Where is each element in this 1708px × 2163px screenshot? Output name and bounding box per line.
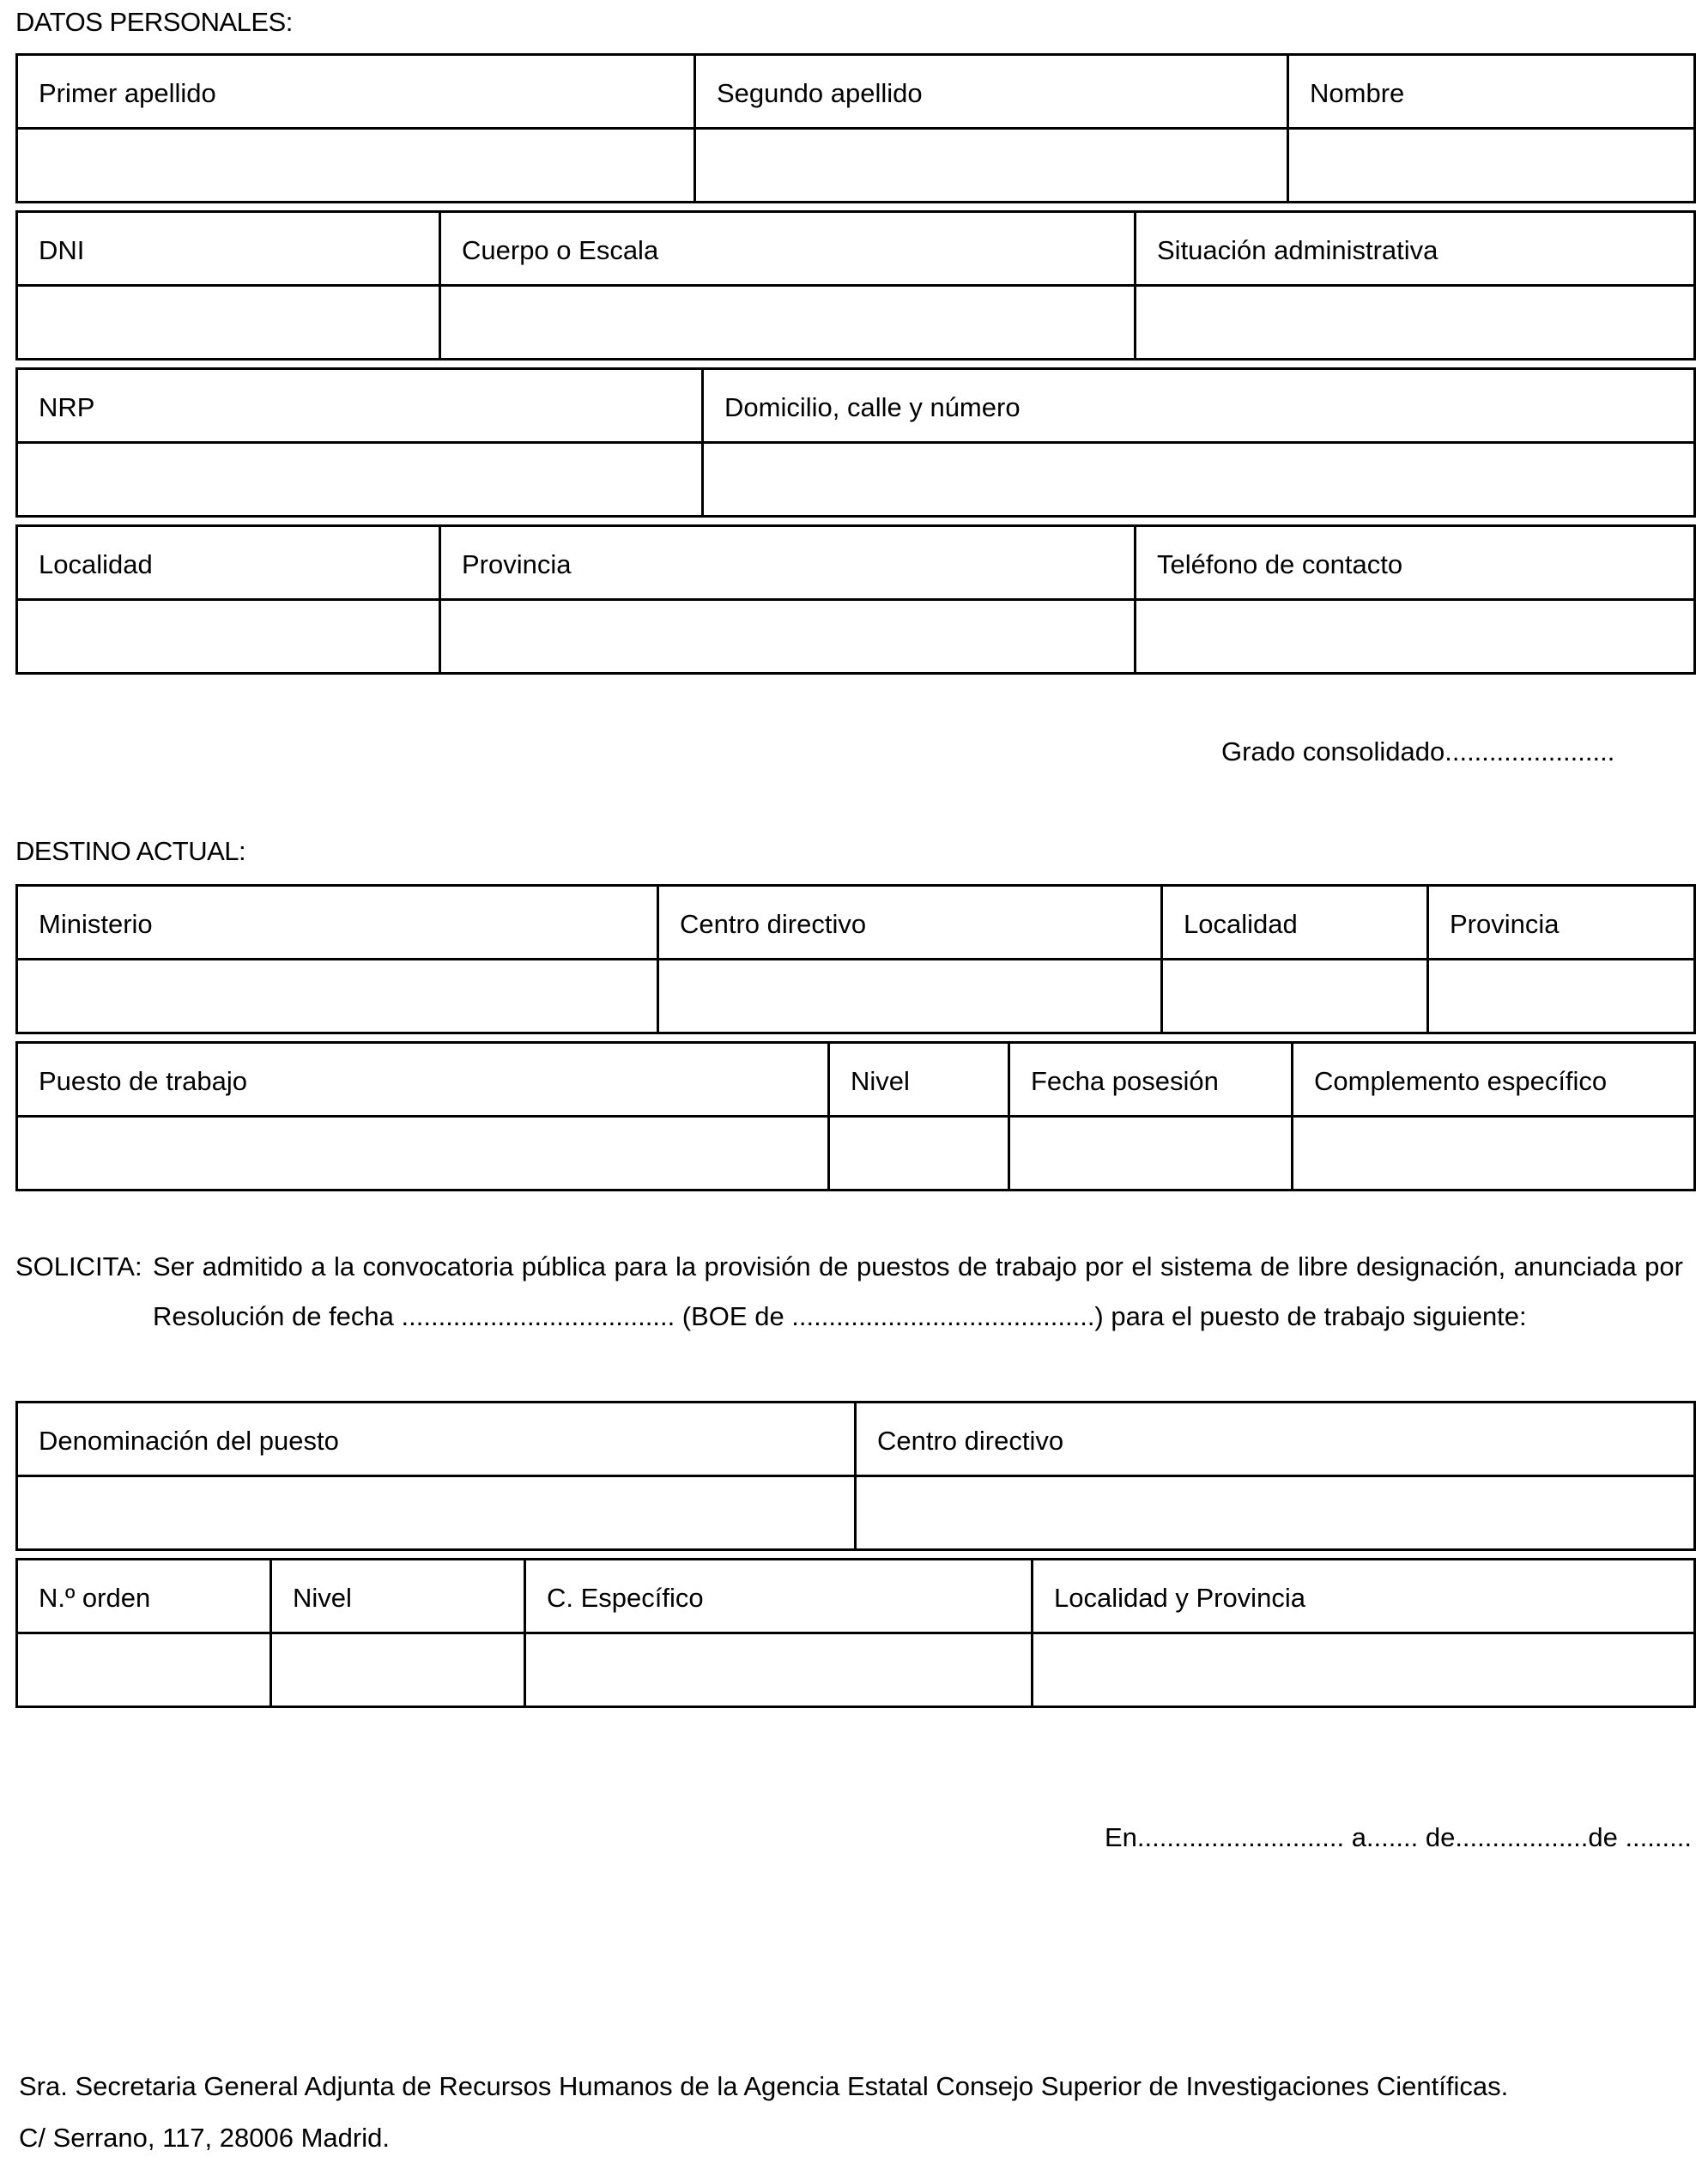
label-fecha-posesion: Fecha posesión (1009, 1043, 1293, 1117)
field-localidad[interactable] (17, 600, 440, 674)
label-cuerpo-escala: Cuerpo o Escala (440, 212, 1136, 286)
field-provincia-destino[interactable] (1428, 960, 1695, 1033)
label-numero-orden: N.º orden (17, 1560, 271, 1633)
label-localidad-provincia: Localidad y Provincia (1033, 1560, 1695, 1633)
field-ministerio[interactable] (17, 960, 658, 1033)
label-provincia: Provincia (440, 526, 1136, 600)
datos-personales-table-4 (15, 524, 1696, 675)
label-domicilio: Domicilio, calle y número (703, 369, 1695, 443)
label-segundo-apellido: Segundo apellido (695, 55, 1288, 129)
solicita-text-line-2[interactable]: Resolución de fecha ..................................... (BOE de .........................................) para el puesto de trabajo siguiente: (153, 1301, 1527, 1331)
label-nombre: Nombre (1288, 55, 1695, 129)
field-nivel[interactable] (829, 1117, 1009, 1191)
section-title-destino-actual: DESTINO ACTUAL: (15, 836, 246, 866)
puesto-solicitado-table-2 (15, 1558, 1696, 1708)
field-nivel-solicitado[interactable] (271, 1633, 525, 1707)
label-centro-directivo: Centro directivo (658, 886, 1162, 960)
field-fecha-posesion[interactable] (1009, 1117, 1293, 1191)
field-localidad-provincia[interactable] (1033, 1633, 1695, 1707)
field-cuerpo-escala[interactable] (440, 286, 1136, 360)
destino-actual-table (15, 884, 1696, 1034)
field-dni[interactable] (17, 286, 440, 360)
puesto-solicitado-table (15, 1401, 1696, 1551)
field-situacion-administrativa[interactable] (1136, 286, 1695, 360)
section-title-datos-personales: DATOS PERSONALES: (15, 7, 293, 37)
label-provincia-destino: Provincia (1428, 886, 1695, 960)
datos-personales-table-2 (15, 210, 1696, 360)
fecha-lugar[interactable]: En............................ a....... de..................de ......... (1105, 1822, 1692, 1852)
datos-personales-table (15, 53, 1696, 203)
solicita-label: SOLICITA: (15, 1251, 142, 1281)
label-puesto-trabajo: Puesto de trabajo (17, 1043, 829, 1117)
label-ministerio: Ministerio (17, 886, 658, 960)
label-primer-apellido: Primer apellido (17, 55, 695, 129)
field-localidad-destino[interactable] (1162, 960, 1428, 1033)
label-localidad-destino: Localidad (1162, 886, 1428, 960)
field-primer-apellido[interactable] (17, 129, 695, 203)
field-denominacion-puesto[interactable] (17, 1476, 856, 1550)
label-nrp: NRP (17, 369, 703, 443)
datos-personales-table-3 (15, 367, 1696, 518)
field-segundo-apellido[interactable] (695, 129, 1288, 203)
solicita-text-line-1: Ser admitido a la convocatoria pública para la provisión de puestos de trabajo por el sistema de libre designación, anunciada por (153, 1251, 1683, 1281)
label-situacion-administrativa: Situación administrativa (1136, 212, 1695, 286)
field-domicilio[interactable] (703, 443, 1695, 517)
field-telefono[interactable] (1136, 600, 1695, 674)
field-centro-directivo[interactable] (658, 960, 1162, 1033)
field-provincia[interactable] (440, 600, 1136, 674)
field-numero-orden[interactable] (17, 1633, 271, 1707)
label-dni: DNI (17, 212, 440, 286)
grado-consolidado[interactable]: Grado consolidado....................... (1221, 736, 1615, 766)
label-nivel: Nivel (829, 1043, 1009, 1117)
label-centro-directivo-solicitado: Centro directivo (856, 1403, 1695, 1476)
field-nombre[interactable] (1288, 129, 1695, 203)
field-centro-directivo-solicitado[interactable] (856, 1476, 1695, 1550)
label-nivel-solicitado: Nivel (271, 1560, 525, 1633)
destinatario-direccion: C/ Serrano, 117, 28006 Madrid. (19, 2123, 390, 2153)
label-complemento-especifico: Complemento específico (1293, 1043, 1695, 1117)
field-complemento-especifico[interactable] (1293, 1117, 1695, 1191)
label-c-especifico: C. Específico (525, 1560, 1033, 1633)
destino-actual-table-2 (15, 1041, 1696, 1191)
label-denominacion-puesto: Denominación del puesto (17, 1403, 856, 1476)
destinatario-linea-1: Sra. Secretaria General Adjunta de Recursos Humanos de la Agencia Estatal Consejo Superior de Investigaciones Científicas. (19, 2071, 1509, 2101)
label-telefono: Teléfono de contacto (1136, 526, 1695, 600)
field-puesto-trabajo[interactable] (17, 1117, 829, 1191)
field-c-especifico[interactable] (525, 1633, 1033, 1707)
label-localidad: Localidad (17, 526, 440, 600)
field-nrp[interactable] (17, 443, 703, 517)
